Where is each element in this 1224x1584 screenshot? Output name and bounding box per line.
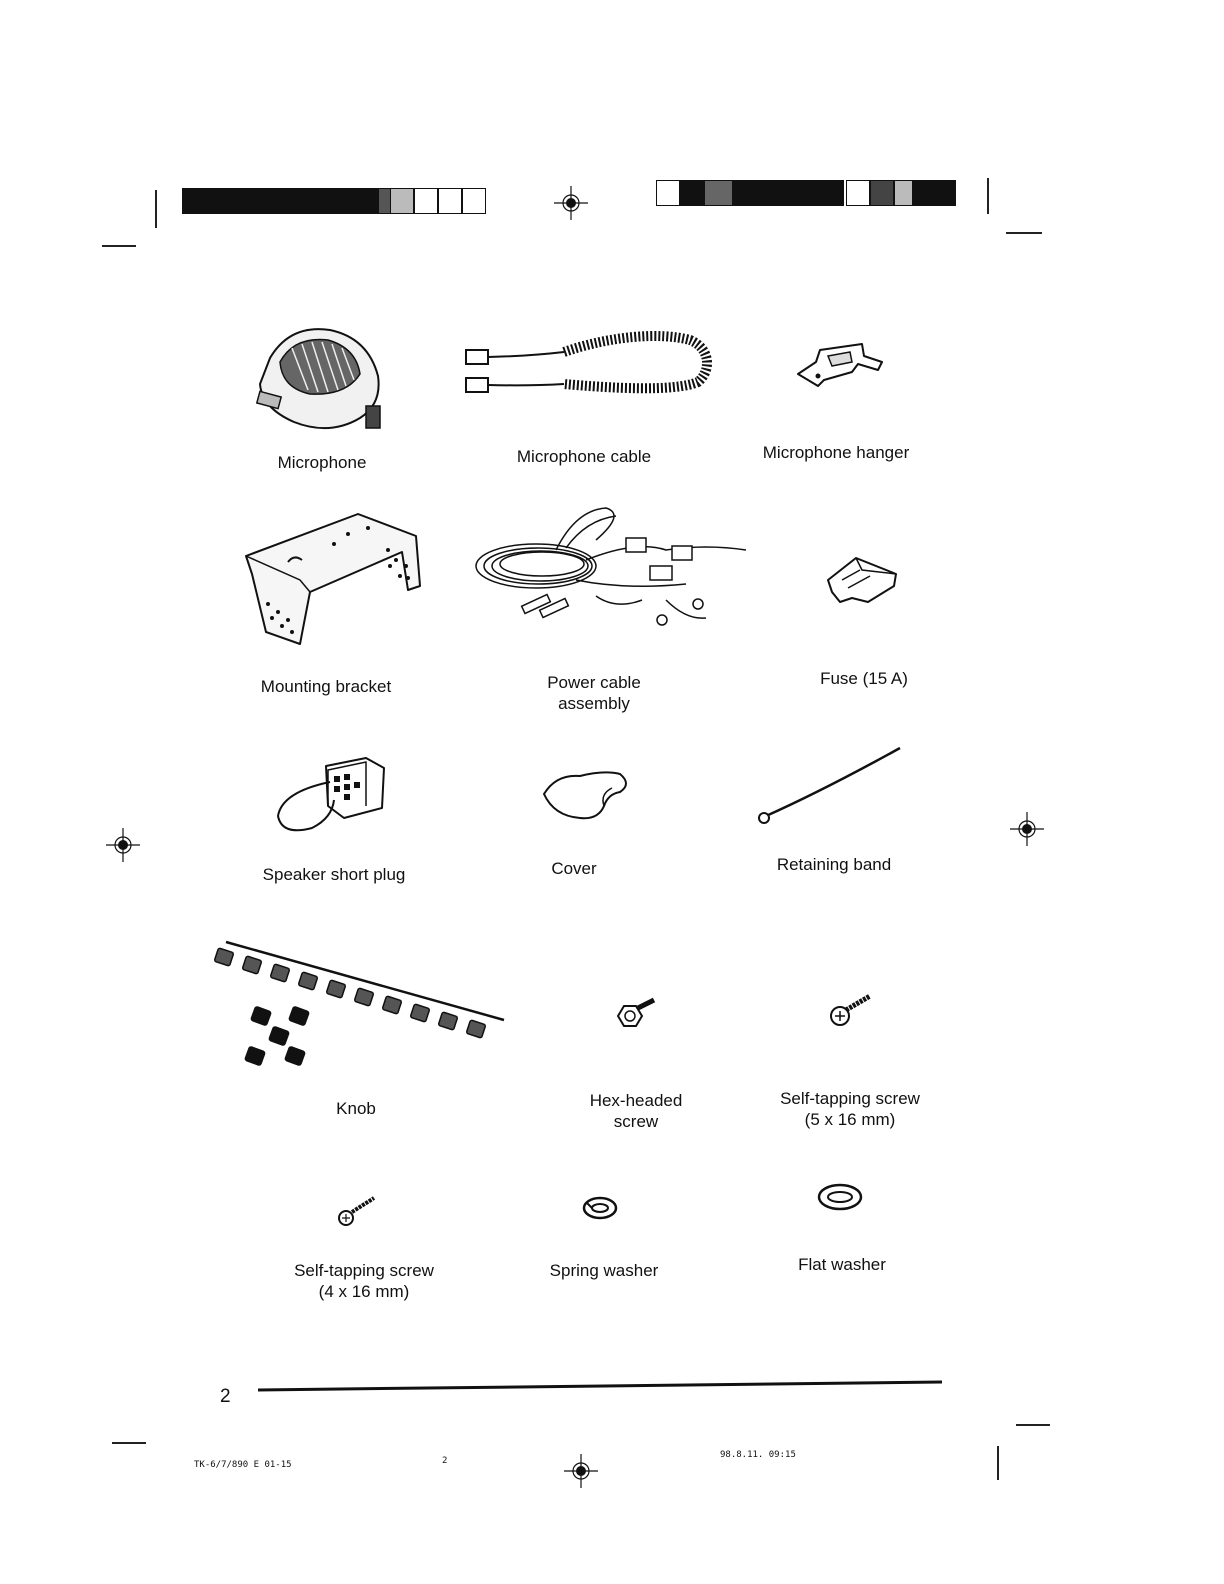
caption-line: Power cable <box>547 673 641 692</box>
footer-timestamp: 98.8.11. 09:15 <box>720 1450 796 1460</box>
speaker-short-plug-icon <box>272 752 392 836</box>
microphone-caption <box>278 452 367 473</box>
crop-mark <box>155 190 157 228</box>
caption-line: Flat washer <box>798 1255 886 1274</box>
fuse-icon <box>822 550 902 608</box>
crop-mark <box>997 1446 999 1480</box>
hex-headed-screw-caption <box>590 1090 683 1132</box>
caption-line: Self-tapping screw <box>294 1261 434 1280</box>
crosshair-bottom-icon <box>564 1454 598 1488</box>
microphone-hanger-caption <box>763 442 909 463</box>
caption-line: Fuse (15 A) <box>820 669 908 688</box>
caption-line: (5 x 16 mm) <box>804 1110 896 1129</box>
microphone-cable-caption <box>517 446 651 467</box>
caption-line: Microphone cable <box>516 447 652 466</box>
caption-line: Cover <box>551 859 597 878</box>
microphone-hanger-icon <box>792 340 888 392</box>
hex-headed-screw-icon <box>612 994 658 1034</box>
speaker-short-plug-caption <box>263 864 406 885</box>
cover-icon <box>540 764 632 824</box>
page-number: 2 <box>220 1386 231 1407</box>
caption-line: Microphone <box>277 453 367 472</box>
flat-washer-icon <box>816 1182 864 1212</box>
crop-mark <box>987 178 989 214</box>
caption-line: Knob <box>336 1099 376 1118</box>
knob-icon <box>210 932 510 1072</box>
caption-line: screw <box>613 1112 659 1131</box>
self-tapping-screw-4x16-caption <box>294 1260 434 1302</box>
microphone-icon <box>250 318 390 438</box>
crop-mark <box>1016 1424 1050 1426</box>
fuse-caption <box>820 668 908 689</box>
registration-bar-left <box>182 188 486 214</box>
self-tapping-screw-5x16-icon <box>826 992 874 1030</box>
spring-washer-caption <box>550 1260 659 1281</box>
crosshair-top-icon <box>554 186 588 220</box>
crop-mark <box>102 245 136 247</box>
crosshair-left-icon <box>106 828 140 862</box>
caption-line: Speaker short plug <box>262 865 406 884</box>
self-tapping-screw-5x16-caption <box>780 1088 920 1130</box>
self-tapping-screw-4x16-icon <box>334 1194 378 1230</box>
mounting-bracket-icon <box>238 504 428 654</box>
knob-caption <box>336 1098 376 1119</box>
caption-line: Hex-headed <box>589 1091 683 1110</box>
power-cable-assembly-caption <box>547 672 641 714</box>
mounting-bracket-caption <box>261 676 391 697</box>
microphone-cable-icon <box>460 330 716 404</box>
caption-line: Mounting bracket <box>260 677 392 696</box>
caption-line: Self-tapping screw <box>780 1089 920 1108</box>
retaining-band-caption <box>777 854 891 875</box>
registration-bar-right <box>656 180 956 206</box>
flat-washer-caption <box>798 1254 886 1275</box>
footer-sheet-number: 2 <box>442 1456 448 1466</box>
caption-line: assembly <box>558 694 630 713</box>
power-cable-assembly-icon <box>466 500 756 640</box>
footer-file-id: TK-6/7/890 E 01-15 <box>194 1460 292 1470</box>
caption-line: (4 x 16 mm) <box>318 1282 410 1301</box>
page-rule <box>258 1378 944 1394</box>
retaining-band-icon <box>754 744 904 828</box>
caption-line: Spring washer <box>549 1261 659 1280</box>
crop-mark <box>1006 232 1042 234</box>
crosshair-right-icon <box>1010 812 1044 846</box>
caption-line: Microphone hanger <box>762 443 910 462</box>
crop-mark <box>112 1442 146 1444</box>
cover-caption <box>551 858 596 879</box>
spring-washer-icon <box>580 1194 620 1222</box>
caption-line: Retaining band <box>776 855 892 874</box>
